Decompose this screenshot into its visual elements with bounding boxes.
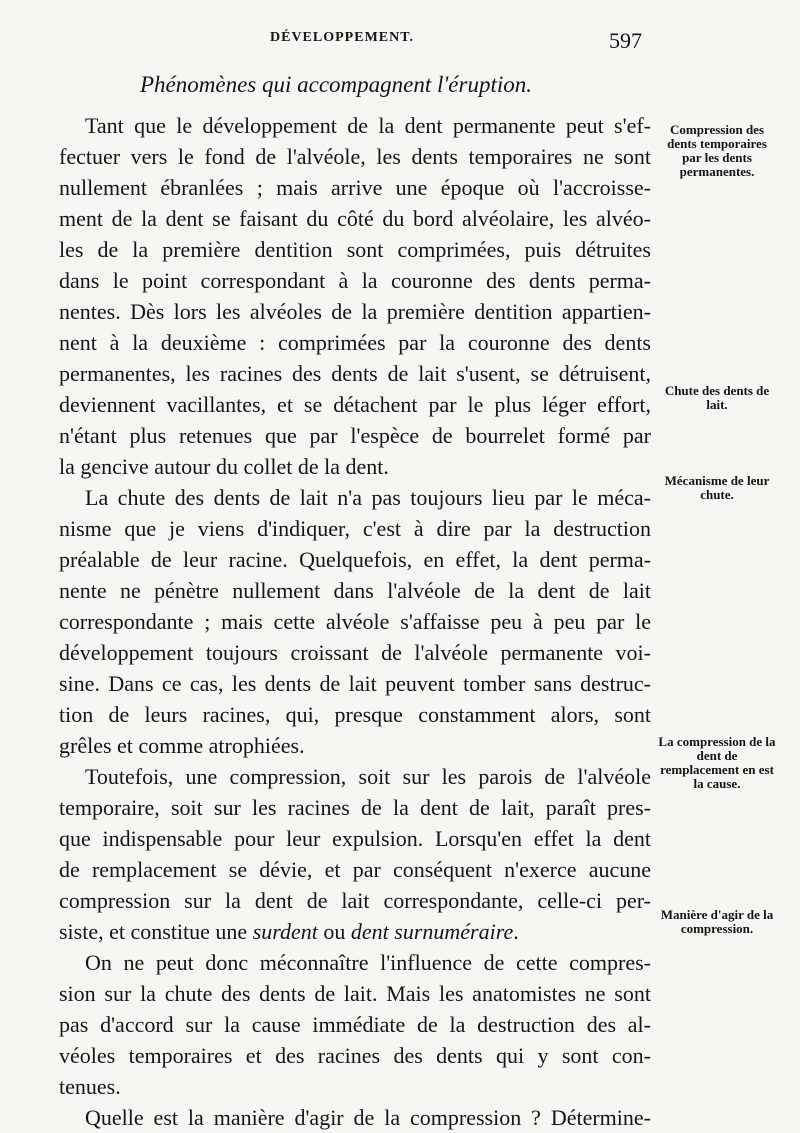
text-line: permanentes, les racines des dents de lait s'usent, se détruisent, [59,361,651,386]
text-line: deviennent vacillantes, et se détachent par le plus léger effort, [59,392,651,417]
text-segment: siste, et constitue une [59,919,248,944]
margin-note: La compression de la dent de remplacement en est la cause. [658,734,776,791]
text-line: correspondante ; mais cette alvéole s'affaisse peu à peu par le [59,609,651,634]
text-line: tion de leurs racines, qui, presque constamment alors, sont [59,702,651,727]
text-line: les de la première dentition sont comprimées, puis détruites [59,237,651,262]
italic-term-surdent: surdent [252,919,318,944]
margin-note: Mécanisme de leur chute. [664,473,770,502]
text-line: La chute des dents de lait n'a pas toujours lieu par le méca- [85,485,651,510]
section-title: Phénomènes qui accompagnent l'éruption. [140,72,532,97]
text-line: préalable de leur racine. Quelquefois, en effet, la dent perma- [59,547,651,572]
text-segment: . [513,919,519,944]
text-line: On ne peut donc méconnaître l'influence de cette compres- [85,950,651,975]
text-line: la gencive autour du collet de la dent. [59,454,389,479]
text-line: grêles et comme atrophiées. [59,733,305,758]
text-line: sine. Dans ce cas, les dents de lait peuvent tomber sans destruc- [59,671,651,696]
text-line [59,916,651,947]
page-number: 597 [609,28,642,53]
running-title: DÉVELOPPEMENT. [270,30,415,45]
text-line: véoles temporaires et des racines des dents qui y sont con- [59,1043,651,1068]
text-line: nente ne pénètre nullement dans l'alvéole de la dent de lait [59,578,651,603]
text-line: sion sur la chute des dents de lait. Mais les anatomistes ne sont [59,981,651,1006]
text-line: Quelle est la manière d'agir de la compression ? Détermine- [85,1105,651,1130]
text-line: ment de la dent se faisant du côté du bord alvéolaire, les alvéo- [59,206,651,231]
text-line: fectuer vers le fond de l'alvéole, les dents temporaires ne sont [59,144,651,169]
text-line: dans le point correspondant à la couronne des dents perma- [59,268,651,293]
running-head [270,28,642,52]
text-line: temporaire, soit sur les racines de la dent de lait, paraît pres- [59,795,651,820]
text-line: nullement ébranlées ; mais arrive une époque où l'accroisse- [59,175,651,200]
text-line: que indispensable pour leur expulsion. Lorsqu'en effet la dent [59,826,651,851]
body-text [59,110,651,1133]
text-line: tenues. [59,1074,121,1099]
text-line: compression sur la dent de lait correspondante, celle-ci per- [59,888,651,913]
italic-term-dent-surnumeraire: dent surnuméraire [350,919,514,944]
text-line: nentes. Dès lors les alvéoles de la première dentition appartien- [59,299,651,324]
text-segment: ou [323,919,346,944]
text-line: pas d'accord sur la cause immédiate de la destruction des al- [59,1012,651,1037]
text-line: nent à la deuxième : comprimées par la couronne des dents [59,330,651,355]
margin-note: Chute des dents de lait. [664,383,770,412]
text-line: n'étant plus retenues que par l'espèce de bourrelet formé par [59,423,651,448]
margin-note: Compression des dents temporaires par les dents permanentes. [667,122,767,179]
margin-note: Manière d'agir de la compression. [660,907,774,936]
text-line: Toutefois, une compression, soit sur les parois de l'alvéole [85,764,651,789]
text-line: de remplacement se dévie, et par conséquent n'exerce aucune [59,857,651,882]
text-line: nisme que je viens d'indiquer, c'est à dire par la destruction [59,516,651,541]
text-line: développement toujours croissant de l'alvéole permanente voi- [59,640,651,665]
text-line: Tant que le développement de la dent permanente peut s'ef- [85,113,651,138]
